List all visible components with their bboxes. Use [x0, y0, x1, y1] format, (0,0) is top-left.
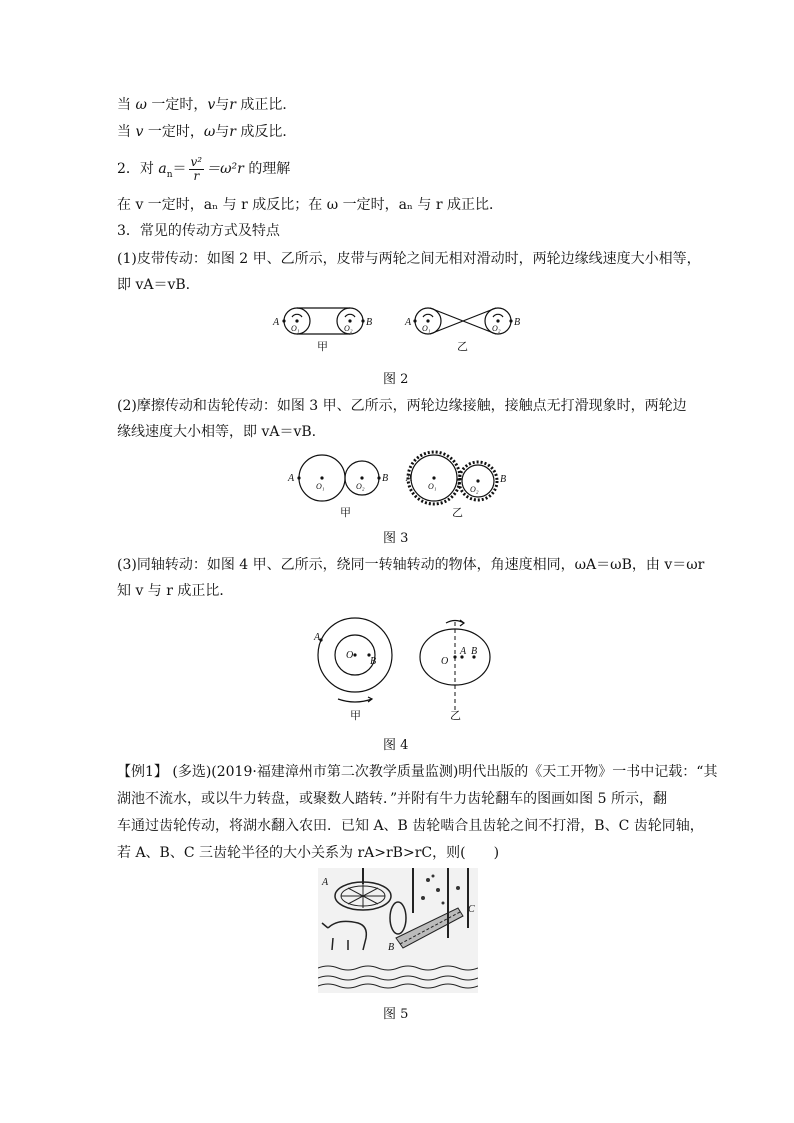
text-line-10: (3)同轴转动：如图 4 甲、乙所示，绕同一转轴转动的物体，角速度相同，ωA＝ωB，由 v＝ωr	[117, 557, 705, 573]
point-b-label-2: B	[514, 317, 521, 328]
figure-4-caption: 图 4	[383, 738, 409, 753]
text-line-11: 知 v 与 r 成正比．	[117, 583, 234, 599]
point-a-label: A	[314, 632, 321, 643]
sub-label-yi: 乙	[450, 710, 461, 722]
figure-5-ox-gear-waterwheel	[318, 868, 478, 993]
label-b: B	[388, 942, 395, 953]
example-line-3: 车通过齿轮传动，将湖水翻入农田．已知 A、B 齿轮啮合且齿轮之间不打滑，B、C 齿轮同轴，	[117, 818, 704, 834]
center-o-label-2: O	[441, 656, 449, 667]
figure-4-coaxial-rotation	[300, 612, 510, 722]
text-line-2: 当 v 一定时，ω与r 成反比．	[117, 124, 297, 140]
center-label: O₁	[316, 482, 325, 491]
example-line-1: 【例1】 (多选)(2019·福建漳州市第二次教学质量监测)明代出版的《天工开物》一书中记载：“其	[117, 764, 718, 780]
text-line-1: 当 ω 一定时，v与r 成正比．	[117, 97, 297, 113]
sub-label-yi: 乙	[452, 507, 463, 519]
label-c: C	[468, 904, 475, 915]
center-label: O₁	[428, 482, 437, 491]
text-line-8: (2)摩擦传动和齿轮传动：如图 3 甲、乙所示，两轮边缘接触，接触点无打滑现象时，两轮边	[117, 398, 687, 414]
center-label: O₁	[422, 324, 431, 333]
point-a-label-2: A	[405, 317, 412, 328]
point-b-label: B	[366, 317, 373, 328]
sub-label-yi: 乙	[457, 341, 468, 353]
text-line-9: 缘线速度大小相等，即 vA＝vB.	[117, 424, 317, 440]
fraction-v2-over-r: $\frac{\text{v²}}{r}$	[190, 154, 203, 183]
sub-label-jia: 甲	[317, 341, 328, 353]
figure-3-friction-gear-drive	[282, 448, 512, 520]
formula-heading: 2．对 $a_n=$ $\frac{\text{v²}}{r}$ ＝ω²r 的理解	[117, 154, 291, 183]
point-b-label: B	[382, 473, 389, 484]
point-b-label-2: B	[500, 474, 507, 485]
center-label: O₂	[356, 482, 365, 491]
point-b-label-2: B	[471, 646, 478, 657]
text-line-4: 在 v 一定时，aₙ 与 r 成反比；在 ω 一定时，aₙ 与 r 成正比．	[117, 197, 504, 213]
center-label: O₂	[344, 324, 353, 333]
figure-2-belt-drive	[265, 298, 535, 358]
text-line-7: 即 vA＝vB.	[117, 277, 191, 293]
figure-3-caption: 图 3	[383, 531, 409, 546]
text-line-6: (1)皮带传动：如图 2 甲、乙所示，皮带与两轮之间无相对滑动时，两轮边缘线速度大小相等，	[117, 251, 701, 267]
point-a-label-2: A	[406, 473, 413, 484]
point-a-label: A	[273, 317, 280, 328]
figure-2-caption: 图 2	[383, 372, 409, 387]
label-a: A	[322, 877, 329, 888]
figure-5-caption: 图 5	[383, 1007, 409, 1022]
sub-label-jia: 甲	[350, 710, 361, 722]
section-heading: 3．常见的传动方式及特点	[117, 223, 280, 239]
center-o-label: O	[346, 650, 354, 661]
point-b-label: B	[370, 656, 377, 667]
example-line-4: 若 A、B、C 三齿轮半径的大小关系为 rA>rB>rC，则( )	[117, 845, 500, 861]
point-a-label: A	[288, 473, 295, 484]
sub-label-jia: 甲	[340, 507, 351, 519]
center-label: O₁	[291, 324, 300, 333]
center-label: O₂	[470, 485, 479, 494]
point-a-label-2: A	[460, 646, 467, 657]
center-label: O₂	[492, 324, 501, 333]
example-line-2: 湖池不流水，或以牛力转盘，或聚数人踏转．”并附有牛力齿轮翻车的图画如图 5 所示，翻	[117, 791, 667, 807]
